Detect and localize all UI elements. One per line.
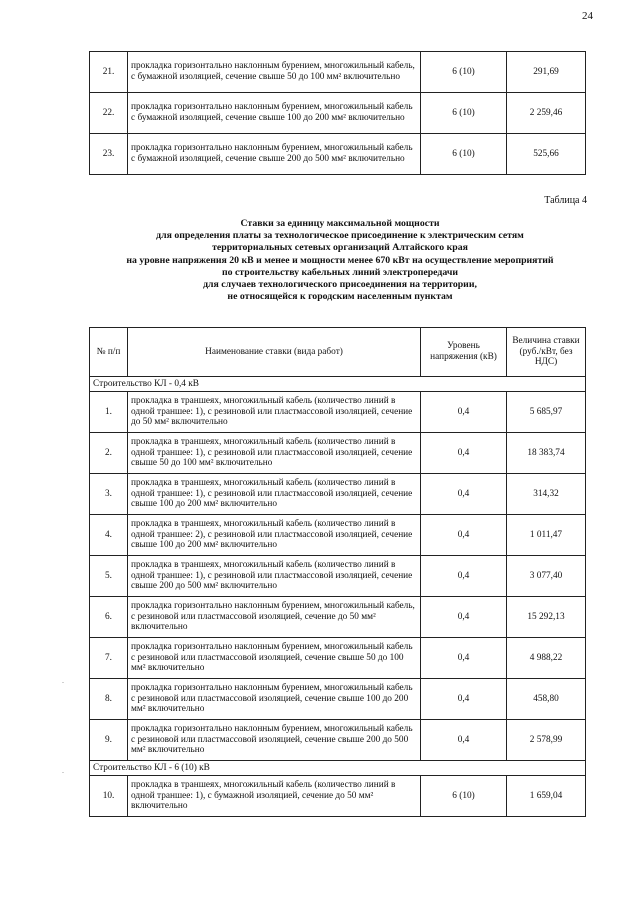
title-line: территориальных сетевых организаций Алтайского края [212, 242, 468, 254]
table-row [90, 433, 586, 474]
row-name: прокладка в траншеях, многожильный кабель (количество линий в одной траншее: 1), с резиновой или пластмассовой изоляцией, сечение свыше 200 до 500 мм² включительно [128, 556, 421, 597]
row-voltage: 6 (10) [421, 93, 507, 134]
row-voltage: 0,4 [421, 433, 507, 474]
row-name: прокладка горизонтально наклонным бурением, многожильный кабель, с бумажной изоляцией, сечение свыше 50 до 100 мм² включительно [128, 52, 421, 93]
row-name: прокладка в траншеях, многожильный кабель (количество линий в одной траншее: 2), с резиновой или пластмассовой изоляцией, сечение свыше 100 до 200 мм² включительно [128, 515, 421, 556]
header-num: № п/п [90, 328, 128, 377]
table-title [90, 218, 590, 303]
table-row [90, 638, 586, 679]
table-row [90, 474, 586, 515]
row-rate: 18 383,74 [507, 433, 586, 474]
header-row [90, 328, 586, 377]
scan-mark: . [62, 676, 64, 685]
header-voltage: Уровень напряжения (кВ) [421, 328, 507, 377]
row-rate: 2 578,99 [507, 720, 586, 761]
table-row [90, 392, 586, 433]
row-number: 10. [90, 776, 128, 817]
title-line: для случаев технологического присоединения на территории, [203, 279, 477, 291]
row-number: 23. [90, 134, 128, 175]
row-name: прокладка горизонтально наклонным бурением, многожильный кабель с резиновой или пластмассовой изоляцией, сечение свыше 100 до 200 мм² включительно [128, 679, 421, 720]
row-voltage: 0,4 [421, 679, 507, 720]
row-number: 7. [90, 638, 128, 679]
row-rate: 314,32 [507, 474, 586, 515]
top-table-body [90, 52, 586, 175]
row-voltage: 6 (10) [421, 134, 507, 175]
row-voltage: 0,4 [421, 556, 507, 597]
main-table [89, 327, 586, 817]
row-rate: 1 011,47 [507, 515, 586, 556]
row-name: прокладка в траншеях, многожильный кабель (количество линий в одной траншее: 1), с бумажной изоляцией, сечение до 50 мм² включительно [128, 776, 421, 817]
row-rate: 1 659,04 [507, 776, 586, 817]
row-number: 5. [90, 556, 128, 597]
section-row [90, 377, 586, 392]
row-rate: 291,69 [507, 52, 586, 93]
section-title: Строительство КЛ - 6 (10) кВ [90, 761, 586, 776]
row-rate: 3 077,40 [507, 556, 586, 597]
row-name: прокладка горизонтально наклонным бурением, многожильный кабель с бумажной изоляцией, сечение свыше 200 до 500 мм² включительно [128, 134, 421, 175]
row-number: 8. [90, 679, 128, 720]
table-row [90, 93, 586, 134]
title-line: Ставки за единицу максимальной мощности [240, 218, 440, 229]
row-name: прокладка в траншеях, многожильный кабель (количество линий в одной траншее: 1), с резиновой или пластмассовой изоляцией, сечение свыше 100 до 200 мм² включительно [128, 474, 421, 515]
table-row [90, 556, 586, 597]
row-voltage: 0,4 [421, 597, 507, 638]
section-row [90, 761, 586, 776]
section-title: Строительство КЛ - 0,4 кВ [90, 377, 586, 392]
row-voltage: 0,4 [421, 720, 507, 761]
row-number: 22. [90, 93, 128, 134]
title-line: на уровне напряжения 20 кВ и менее и мощности менее 670 кВт на осуществление мероприятий [126, 254, 554, 266]
title-line: для определения платы за технологическое присоединение к электрическим сетям [156, 230, 524, 242]
row-voltage: 0,4 [421, 515, 507, 556]
row-voltage: 0,4 [421, 638, 507, 679]
row-number: 6. [90, 597, 128, 638]
row-name: прокладка горизонтально наклонным бурением, многожильный кабель с резиновой или пластмассовой изоляцией, сечение свыше 50 до 100 мм² включительно [128, 638, 421, 679]
top-table [89, 51, 586, 175]
row-voltage: 6 (10) [421, 52, 507, 93]
table-row [90, 720, 586, 761]
table-row [90, 134, 586, 175]
page-number: 24 [582, 10, 593, 22]
table-row [90, 679, 586, 720]
row-rate: 4 988,22 [507, 638, 586, 679]
row-voltage: 0,4 [421, 474, 507, 515]
header-rate: Величина ставки (руб./кВт, без НДС) [507, 328, 586, 377]
row-rate: 2 259,46 [507, 93, 586, 134]
row-voltage: 6 (10) [421, 776, 507, 817]
table-row [90, 776, 586, 817]
row-name: прокладка горизонтально наклонным бурением, многожильный кабель с резиновой или пластмассовой изоляцией, сечение свыше 200 до 500 мм² включительно [128, 720, 421, 761]
row-number: 1. [90, 392, 128, 433]
table-row [90, 52, 586, 93]
main-table-body [90, 377, 586, 817]
row-voltage: 0,4 [421, 392, 507, 433]
row-number: 21. [90, 52, 128, 93]
row-rate: 15 292,13 [507, 597, 586, 638]
title-line: по строительству кабельных линий электропередачи [221, 266, 459, 278]
title-line: не относящейся к городским населенным пунктам [227, 291, 453, 303]
row-rate: 525,66 [507, 134, 586, 175]
table-row [90, 597, 586, 638]
table-label: Таблица 4 [544, 195, 587, 206]
row-rate: 5 685,97 [507, 392, 586, 433]
row-number: 4. [90, 515, 128, 556]
row-name: прокладка в траншеях, многожильный кабель (количество линий в одной траншее: 1), с резиновой или пластмассовой изоляцией, сечение свыше 50 до 100 мм² включительно [128, 433, 421, 474]
scan-mark: . [62, 766, 64, 775]
row-number: 9. [90, 720, 128, 761]
row-rate: 458,80 [507, 679, 586, 720]
row-name: прокладка горизонтально наклонным бурением, многожильный кабель с бумажной изоляцией, сечение свыше 100 до 200 мм² включительно [128, 93, 421, 134]
row-name: прокладка в траншеях, многожильный кабель (количество линий в одной траншее: 1), с резиновой или пластмассовой изоляцией, сечение до 50 мм² включительно [128, 392, 421, 433]
row-number: 3. [90, 474, 128, 515]
header-name: Наименование ставки (вида работ) [128, 328, 421, 377]
row-name: прокладка горизонтально наклонным бурением, многожильный кабель, с резиновой или пластмассовой изоляцией, сечение до 50 мм² включительно [128, 597, 421, 638]
table-row [90, 515, 586, 556]
row-number: 2. [90, 433, 128, 474]
